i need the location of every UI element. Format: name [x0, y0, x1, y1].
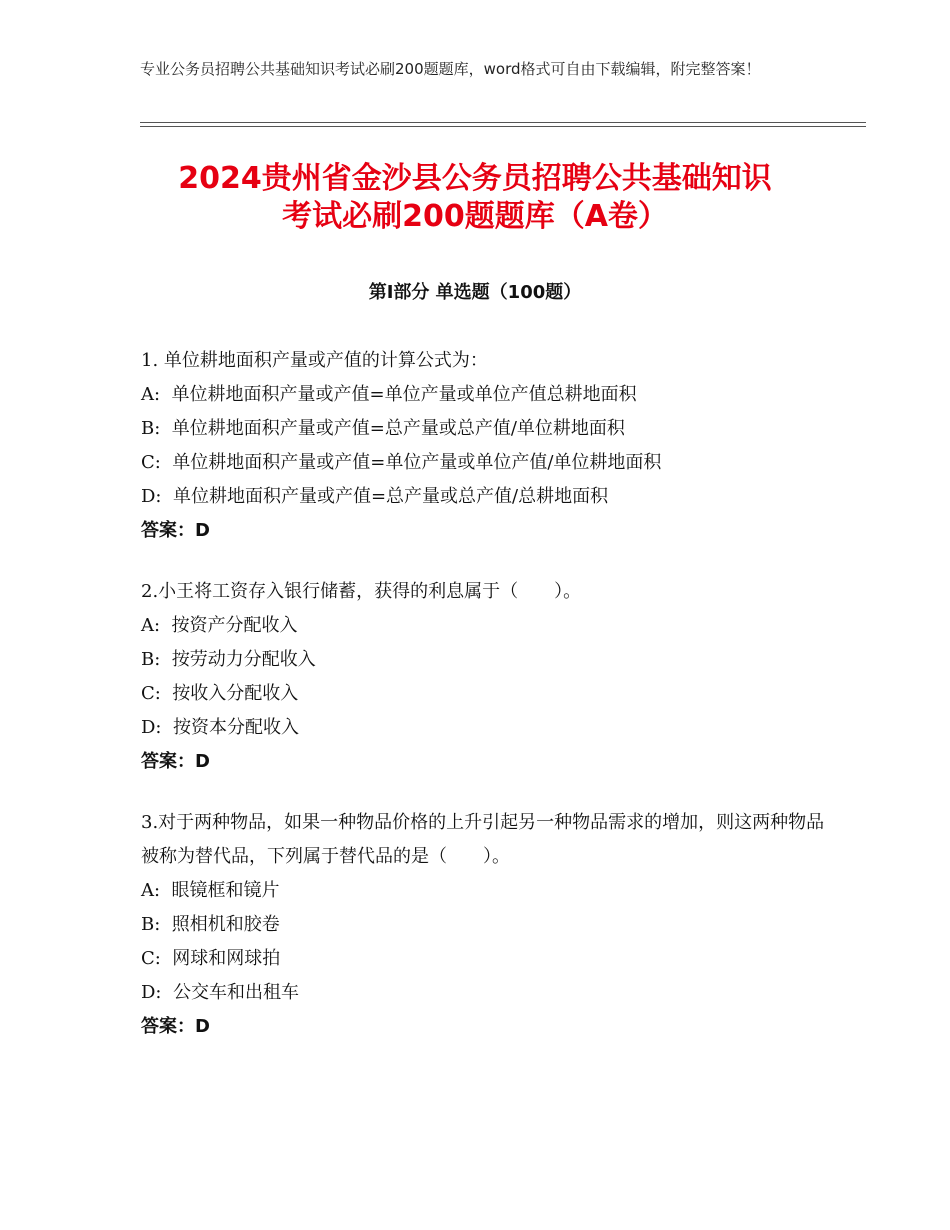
header-rule-bottom	[140, 126, 866, 127]
option-b: B: 按劳动力分配收入	[141, 649, 316, 670]
title-line-2: 考试必刷200题题库（A卷）	[282, 199, 668, 234]
question-stem: 2.小王将工资存入银行储蓄，获得的利息属于（ ）。	[141, 581, 582, 602]
option-d: D: 公交车和出租车	[141, 982, 299, 1003]
option-b: B: 照相机和胶卷	[141, 914, 280, 935]
page-header-note: 专业公务员招聘公共基础知识考试必刷200题题库，word格式可自由下载编辑，附完整答案！	[140, 60, 761, 78]
answer-line: 答案：D	[141, 751, 210, 772]
question-1	[141, 344, 841, 548]
option-a: A: 按资产分配收入	[141, 615, 298, 636]
document-title	[40, 160, 910, 236]
answer-line: 答案：D	[141, 1016, 210, 1037]
option-a: A: 单位耕地面积产量或产值=单位产量或单位产值总耕地面积	[141, 384, 637, 405]
question-list	[141, 344, 841, 1071]
option-d: D: 按资本分配收入	[141, 717, 299, 738]
option-c: C: 单位耕地面积产量或产值=单位产量或单位产值/单位耕地面积	[141, 452, 662, 473]
option-c: C: 按收入分配收入	[141, 683, 299, 704]
option-c: C: 网球和网球拍	[141, 948, 281, 969]
answer-line: 答案：D	[141, 520, 210, 541]
question-3	[141, 806, 841, 1044]
question-stem: 3.对于两种物品，如果一种物品价格的上升引起另一种物品需求的增加，则这两种物品被称为替代品，下列属于替代品的是（ ）。	[141, 812, 825, 867]
question-stem: 1. 单位耕地面积产量或产值的计算公式为：	[141, 350, 488, 371]
title-line-1: 2024贵州省金沙县公务员招聘公共基础知识	[178, 161, 772, 196]
option-b: B: 单位耕地面积产量或产值=总产量或总产值/单位耕地面积	[141, 418, 625, 439]
option-d: D: 单位耕地面积产量或产值=总产量或总产值/总耕地面积	[141, 486, 609, 507]
option-a: A: 眼镜框和镜片	[141, 880, 280, 901]
question-2	[141, 575, 841, 779]
header-rule-top	[140, 122, 866, 123]
section-heading: 第Ⅰ部分 单选题（100题）	[368, 282, 582, 303]
